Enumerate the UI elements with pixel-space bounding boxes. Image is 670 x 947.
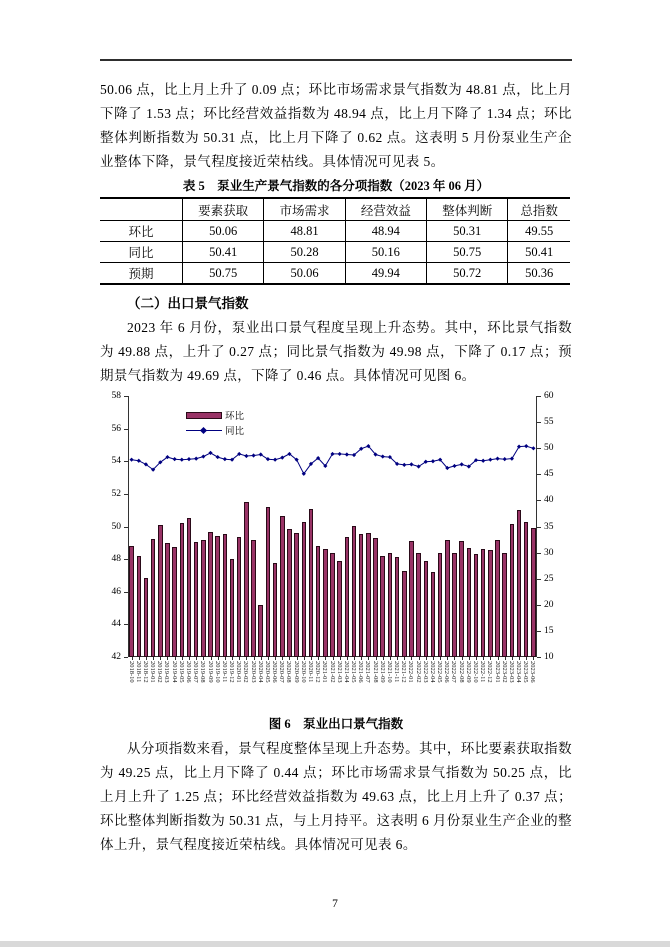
cell: 50.41 bbox=[183, 242, 264, 263]
x-axis-label: 2021-02 bbox=[328, 661, 336, 683]
x-axis-label: 2019-08 bbox=[199, 661, 207, 683]
x-axis-tick bbox=[454, 657, 455, 660]
x-axis-tick bbox=[512, 657, 513, 660]
cell: 50.06 bbox=[264, 263, 345, 285]
x-axis-label: 2023-05 bbox=[522, 661, 530, 683]
x-axis-label: 2022-04 bbox=[428, 661, 436, 683]
x-axis-tick bbox=[390, 657, 391, 660]
x-axis-label: 2021-10 bbox=[385, 661, 393, 683]
paragraph-production-summary: 50.06 点，比上月上升了 0.09 点；环比市场需求景气指数为 48.81 点，比上月下降了 1.53 点；环比经营效益指数为 48.94 点，比上月下降了 1.34 点；环比整体判断指数为 50.31 点，比上月下降了 0.62 点。这表明 5 月份泵业生产企业整体下降，景气程度接近荣枯线。具体情况可见表 5。 bbox=[100, 82, 572, 169]
x-axis-tick bbox=[419, 657, 420, 660]
x-axis-tick bbox=[361, 657, 362, 660]
right-axis-label: 60 bbox=[544, 391, 554, 401]
x-axis-label: 2021-04 bbox=[342, 661, 350, 683]
x-axis-tick bbox=[160, 657, 161, 660]
x-axis-tick bbox=[447, 657, 448, 660]
x-axis-tick bbox=[232, 657, 233, 660]
x-axis-label: 2020-01 bbox=[235, 661, 243, 683]
x-axis-tick bbox=[175, 657, 176, 660]
x-axis-label: 2019-11 bbox=[220, 661, 228, 683]
x-axis-tick bbox=[426, 657, 427, 660]
x-axis-tick bbox=[196, 657, 197, 660]
x-axis-label: 2018-10 bbox=[127, 661, 135, 683]
x-axis-label: 2019-10 bbox=[213, 661, 221, 683]
x-axis-tick bbox=[376, 657, 377, 660]
x-axis-tick bbox=[505, 657, 506, 660]
x-axis-tick bbox=[333, 657, 334, 660]
x-axis-tick bbox=[462, 657, 463, 660]
right-axis-tick bbox=[537, 422, 541, 423]
x-axis-label: 2020-06 bbox=[271, 661, 279, 683]
right-axis-tick bbox=[537, 396, 541, 397]
left-axis-tick bbox=[124, 657, 128, 658]
x-axis-label: 2021-03 bbox=[335, 661, 343, 683]
table5-col-shichangxuqiu: 市场需求 bbox=[264, 198, 345, 221]
cell: 48.94 bbox=[345, 221, 426, 242]
x-axis-tick bbox=[218, 657, 219, 660]
x-axis-tick bbox=[490, 657, 491, 660]
row-label: 同比 bbox=[100, 242, 183, 263]
page-bottom-edge bbox=[0, 941, 670, 947]
x-axis-tick bbox=[368, 657, 369, 660]
x-axis-label: 2020-08 bbox=[285, 661, 293, 683]
x-axis-label: 2019-06 bbox=[184, 661, 192, 683]
page-content bbox=[100, 0, 572, 857]
x-axis-label: 2020-07 bbox=[278, 661, 286, 683]
x-axis-tick bbox=[225, 657, 226, 660]
legend-label-tongbi: 同比 bbox=[225, 427, 245, 437]
right-axis-label: 45 bbox=[544, 469, 554, 480]
right-axis-label: 30 bbox=[544, 547, 554, 558]
right-axis-tick bbox=[537, 553, 541, 554]
right-axis-label: 55 bbox=[544, 417, 554, 428]
right-axis-tick bbox=[537, 500, 541, 501]
cell: 49.94 bbox=[345, 263, 426, 285]
x-axis-tick bbox=[304, 657, 305, 660]
x-axis-label: 2019-05 bbox=[177, 661, 185, 683]
table5 bbox=[100, 197, 570, 285]
x-axis-tick bbox=[411, 657, 412, 660]
x-axis-label: 2019-01 bbox=[149, 661, 157, 683]
legend-label-huanbi: 环比 bbox=[225, 412, 245, 422]
right-axis-tick bbox=[537, 527, 541, 528]
x-axis-tick bbox=[139, 657, 140, 660]
x-axis-label: 2022-09 bbox=[464, 661, 472, 683]
x-axis-label: 2021-11 bbox=[393, 661, 401, 683]
table5-col-zhengtipanduan: 整体判断 bbox=[427, 198, 508, 221]
x-axis-label: 2022-08 bbox=[457, 661, 465, 683]
right-axis-label: 15 bbox=[544, 625, 554, 636]
x-axis-label: 2020-05 bbox=[263, 661, 271, 683]
x-axis-label: 2020-04 bbox=[256, 661, 264, 683]
cell: 50.28 bbox=[264, 242, 345, 263]
x-axis-label: 2022-01 bbox=[407, 661, 415, 683]
x-axis-label: 2020-12 bbox=[314, 661, 322, 683]
x-axis-label: 2023-02 bbox=[500, 661, 508, 683]
left-axis-label: 50 bbox=[111, 521, 121, 532]
cell: 49.55 bbox=[508, 221, 570, 242]
x-axis-label: 2022-06 bbox=[443, 661, 451, 683]
x-axis-tick bbox=[498, 657, 499, 660]
x-axis-label: 2021-07 bbox=[364, 661, 372, 683]
x-axis-tick bbox=[289, 657, 290, 660]
x-axis-tick bbox=[132, 657, 133, 660]
right-axis-label: 50 bbox=[544, 443, 554, 454]
x-axis-label: 2023-04 bbox=[515, 661, 523, 683]
cell: 50.75 bbox=[427, 242, 508, 263]
x-axis-label: 2021-01 bbox=[321, 661, 329, 683]
left-axis-label: 48 bbox=[111, 554, 121, 565]
right-axis-tick bbox=[537, 657, 541, 658]
x-axis-label: 2022-11 bbox=[479, 661, 487, 683]
x-axis-label: 2022-02 bbox=[414, 661, 422, 683]
x-axis-label: 2019-02 bbox=[156, 661, 164, 683]
x-axis-label: 2019-12 bbox=[228, 661, 236, 683]
table5-col-zongzhishu: 总指数 bbox=[508, 198, 570, 221]
x-axis-label: 2021-08 bbox=[371, 661, 379, 683]
table-row bbox=[100, 263, 570, 285]
right-axis-tick bbox=[537, 579, 541, 580]
x-axis-tick bbox=[354, 657, 355, 660]
cell: 48.81 bbox=[264, 221, 345, 242]
cell: 50.41 bbox=[508, 242, 570, 263]
x-axis-tick bbox=[297, 657, 298, 660]
left-axis-label: 46 bbox=[111, 586, 121, 597]
left-axis-label: 44 bbox=[111, 619, 121, 630]
x-axis-label: 2022-10 bbox=[472, 661, 479, 683]
x-axis-label: 2021-09 bbox=[378, 661, 386, 683]
x-axis-label: 2019-09 bbox=[206, 661, 214, 683]
paragraph-export-summary: 2023 年 6 月份，泵业出口景气程度呈现上升态势。其中，环比景气指数为 49.88 点，上升了 0.27 点；同比景气指数为 49.98 点，下降了 0.17 点；预期景气指数为 49.69 点，下降了 0.46 点。具体情况可见图 6。 bbox=[100, 320, 572, 383]
table5-header-row bbox=[100, 198, 570, 221]
x-axis-tick bbox=[469, 657, 470, 660]
x-axis-tick bbox=[483, 657, 484, 660]
x-axis-tick bbox=[311, 657, 312, 660]
x-axis-label: 2022-12 bbox=[486, 661, 494, 683]
table5-col-corner bbox=[100, 198, 183, 221]
x-axis-tick bbox=[440, 657, 441, 660]
paragraph-export-subindices: 从分项指数来看，景气程度整体呈现上升态势。其中，环比要素获取指数为 49.25 点，比上月下降了 0.44 点；环比市场需求景气指数为 50.25 点，比上月上升了 1.25 点；环比经营效益指数为 49.63 点，比上月上升了 0.37 点；环比整体判断指数为 50.31 点，与上月持平。这表明 6 月份泵业生产企业的整体上升，景气程度接近荣枯线。具体情况可见表 6。 bbox=[100, 741, 572, 852]
cell: 50.31 bbox=[427, 221, 508, 242]
table5-col-jingyingxiaoyi: 经营效益 bbox=[345, 198, 426, 221]
x-axis-tick bbox=[239, 657, 240, 660]
right-axis-label: 10 bbox=[544, 652, 554, 662]
x-axis-label: 2021-12 bbox=[400, 661, 408, 683]
x-axis-label: 2020-09 bbox=[292, 661, 300, 683]
right-axis-label: 40 bbox=[544, 495, 554, 506]
figure6-caption: 图 6 泵业出口景气指数 bbox=[268, 717, 404, 731]
right-axis-tick bbox=[537, 631, 541, 632]
x-axis-label: 2020-03 bbox=[249, 661, 257, 683]
legend-line-swatch bbox=[186, 427, 222, 434]
x-axis-label: 2021-06 bbox=[357, 661, 365, 683]
x-axis-label: 2023-01 bbox=[493, 661, 501, 683]
cell: 50.16 bbox=[345, 242, 426, 263]
table-row bbox=[100, 242, 570, 263]
cell: 50.36 bbox=[508, 263, 570, 285]
x-axis-label: 2020-02 bbox=[242, 661, 250, 683]
cell: 50.75 bbox=[183, 263, 264, 285]
x-axis-label: 2023-06 bbox=[529, 661, 537, 683]
cell: 50.72 bbox=[427, 263, 508, 285]
left-axis-label: 58 bbox=[111, 391, 121, 401]
x-axis-tick bbox=[254, 657, 255, 660]
right-axis-tick bbox=[537, 605, 541, 606]
x-axis-tick bbox=[282, 657, 283, 660]
x-axis-label: 2019-04 bbox=[170, 661, 178, 683]
x-axis-tick bbox=[268, 657, 269, 660]
x-axis-tick bbox=[167, 657, 168, 660]
left-axis-label: 56 bbox=[111, 423, 121, 434]
right-axis-label: 25 bbox=[544, 573, 554, 584]
x-axis-tick bbox=[533, 657, 534, 660]
table5-title: 表 5 泵业生产景气指数的各分项指数（2023 年 06 月） bbox=[182, 179, 490, 193]
x-axis-label: 2022-07 bbox=[450, 661, 458, 683]
x-axis-tick bbox=[318, 657, 319, 660]
x-axis-label: 2019-07 bbox=[192, 661, 200, 683]
left-axis-label: 52 bbox=[111, 488, 121, 499]
row-label: 预期 bbox=[100, 263, 183, 285]
x-axis-tick bbox=[153, 657, 154, 660]
x-axis-label: 2020-11 bbox=[306, 661, 314, 683]
left-axis-label: 54 bbox=[111, 456, 121, 467]
chart-legend bbox=[186, 408, 244, 437]
x-axis-tick bbox=[203, 657, 204, 660]
x-axis-tick bbox=[246, 657, 247, 660]
x-axis-tick bbox=[476, 657, 477, 660]
table5-col-yaosuhuoqu: 要素获取 bbox=[183, 198, 264, 221]
x-axis-label: 2021-05 bbox=[350, 661, 358, 683]
left-axis-label: 42 bbox=[111, 652, 121, 662]
x-axis-tick bbox=[146, 657, 147, 660]
x-axis-label: 2022-03 bbox=[421, 661, 429, 683]
x-axis-label: 2018-11 bbox=[134, 661, 142, 683]
x-axis-tick bbox=[189, 657, 190, 660]
diamond-marker-icon bbox=[200, 426, 207, 433]
x-axis-label: 2019-03 bbox=[163, 661, 171, 683]
x-axis-tick bbox=[275, 657, 276, 660]
x-axis-tick bbox=[526, 657, 527, 660]
x-axis-tick bbox=[397, 657, 398, 660]
x-axis-tick bbox=[182, 657, 183, 660]
section-heading-export-index: （二）出口景气指数 bbox=[127, 296, 249, 311]
legend-item-huanbi bbox=[186, 408, 244, 422]
figure6-chart bbox=[100, 392, 572, 706]
cell: 50.06 bbox=[183, 221, 264, 242]
x-axis-tick bbox=[404, 657, 405, 660]
x-axis-label: 2020-10 bbox=[299, 661, 307, 683]
x-axis-tick bbox=[383, 657, 384, 660]
right-axis-label: 20 bbox=[544, 599, 554, 610]
right-axis-tick bbox=[537, 474, 541, 475]
x-axis-tick bbox=[519, 657, 520, 660]
x-axis-label: 2018-12 bbox=[141, 661, 149, 683]
right-axis-tick bbox=[537, 448, 541, 449]
row-label: 环比 bbox=[100, 221, 183, 242]
right-axis-label: 35 bbox=[544, 521, 554, 532]
legend-bar-swatch bbox=[186, 412, 222, 419]
x-axis-tick bbox=[325, 657, 326, 660]
x-axis-tick bbox=[347, 657, 348, 660]
x-axis-label: 2023-03 bbox=[507, 661, 515, 683]
x-axis-tick bbox=[261, 657, 262, 660]
x-axis-tick bbox=[340, 657, 341, 660]
x-axis-tick bbox=[433, 657, 434, 660]
x-axis-label: 2022-05 bbox=[436, 661, 444, 683]
page-number: 7 bbox=[332, 898, 338, 910]
legend-item-tongbi bbox=[186, 423, 244, 437]
x-axis-tick bbox=[211, 657, 212, 660]
table-row bbox=[100, 221, 570, 242]
